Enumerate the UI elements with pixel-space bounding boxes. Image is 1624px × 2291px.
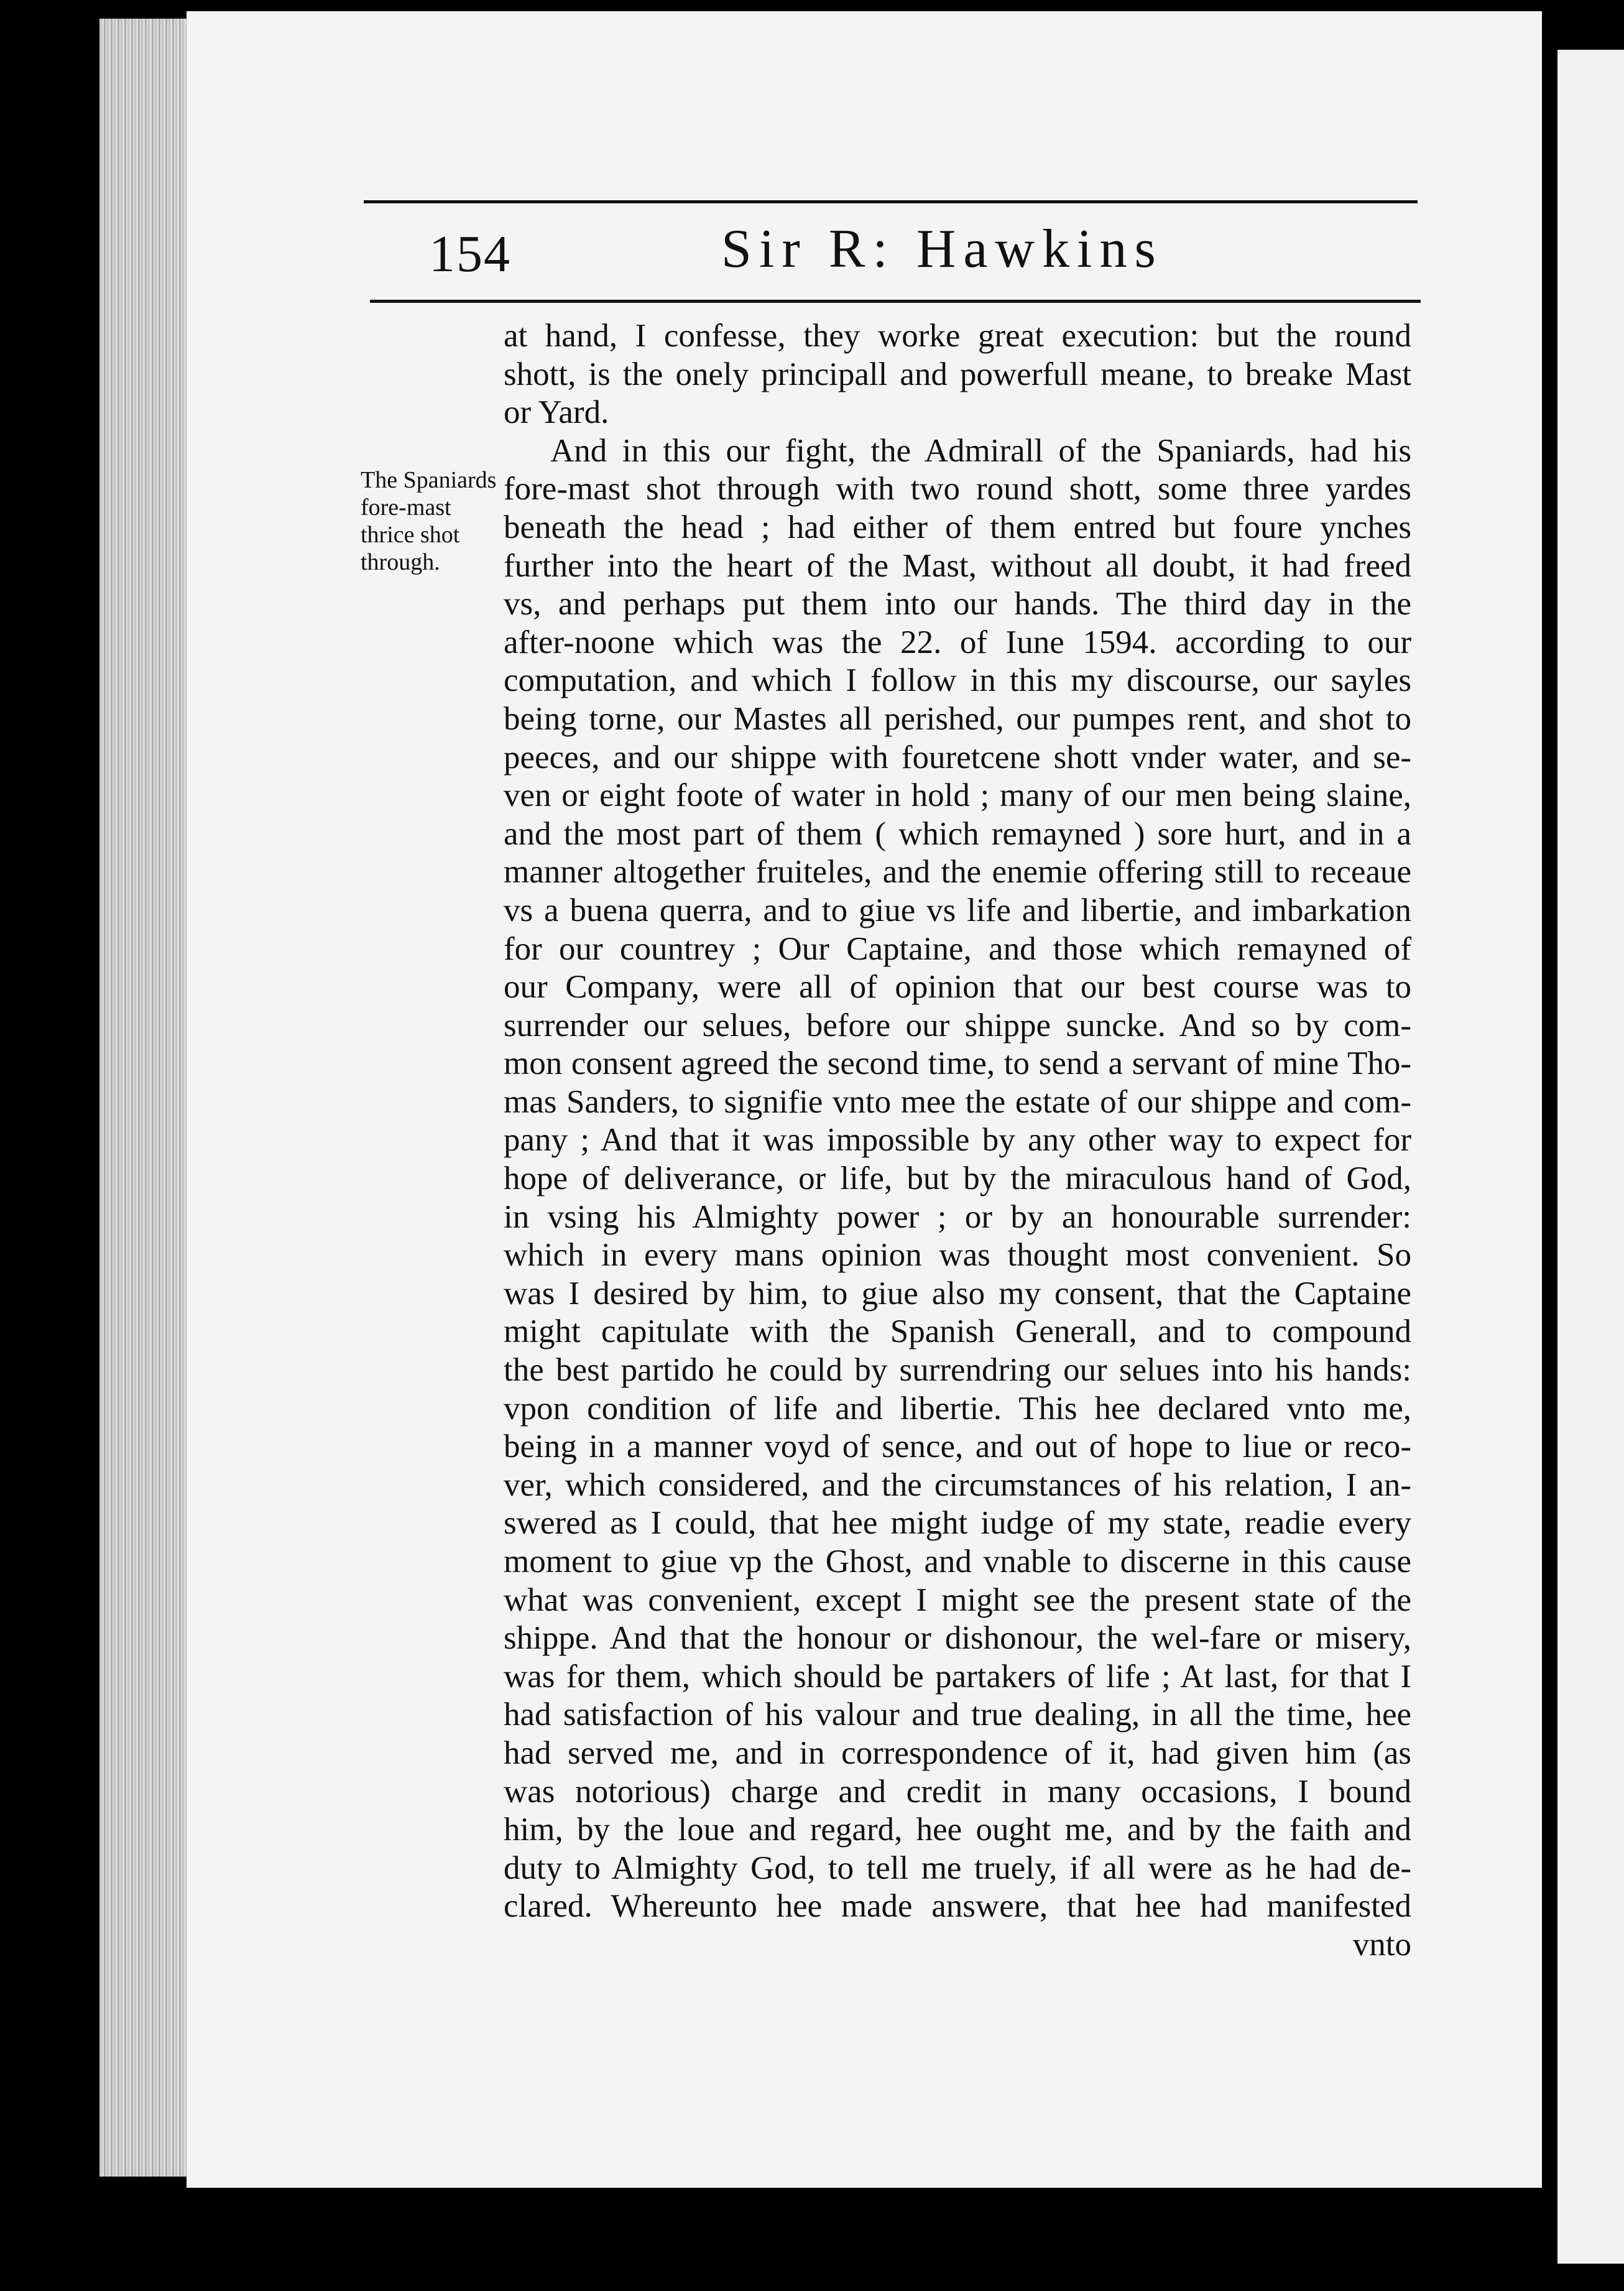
text-line: which in every mans opinion was thought most convenient. So — [504, 1237, 1411, 1274]
text-line: him, by the loue and regard, hee ought me, and by the faith and — [504, 1812, 1411, 1848]
marginal-note — [361, 466, 510, 576]
text-line: vs, and perhaps put them into our hands. The third day in the — [504, 586, 1411, 623]
text-line: and the most part of them ( which remayned ) sore hurt, and in a — [504, 815, 1411, 852]
text-line: surrender our selues, before our shippe suncke. And so by com- — [504, 1007, 1411, 1044]
text-line: vpon condition of life and libertie. This hee declared vnto me, — [504, 1390, 1411, 1427]
marginal-note-line: through. — [361, 549, 440, 575]
marginal-note-line: fore-mast — [361, 494, 451, 521]
header-top-rule — [364, 200, 1418, 203]
text-line: peeces, and our shippe with fouretcene shott vnder water, and se- — [504, 739, 1411, 775]
facing-page-edge — [1557, 50, 1624, 2264]
text-line: at hand, I confesse, they worke great execution: but the round — [504, 318, 1411, 354]
text-line: moment to giue vp the Ghost, and vnable to discerne in this cause — [504, 1544, 1411, 1580]
text-line: might capitulate with the Spanish Generall, and to compound — [504, 1313, 1411, 1350]
text-line: in vsing his Almighty power ; or by an honourable surrender: — [504, 1198, 1411, 1235]
text-line: was for them, which should be partakers of life ; At last, for that I — [504, 1658, 1411, 1695]
page-number: 154 — [429, 225, 511, 283]
text-line: hope of deliverance, or life, but by the miraculous hand of God, — [504, 1160, 1411, 1197]
text-line: for our countrey ; Our Captaine, and those which remayned of — [504, 930, 1411, 967]
text-line: manner altogether fruiteles, and the enemie offering still to receaue — [504, 854, 1411, 891]
text-line: computation, and which I follow in this my discourse, our sayles — [504, 662, 1411, 699]
text-line: had served me, and in correspondence of it, had given him (as — [504, 1734, 1411, 1771]
text-line: being in a manner voyd of sence, and out of hope to liue or reco- — [504, 1428, 1411, 1465]
text-line: beneath the head ; had either of them entred but foure ynches — [504, 509, 1411, 545]
text-line: our Company, were all of opinion that our best course was to — [504, 969, 1411, 1006]
text-line: had satisfaction of his valour and true dealing, in all the time, hee — [504, 1696, 1411, 1733]
text-line: pany ; And that it was impossible by any other way to expect for — [504, 1122, 1411, 1159]
text-line: ver, which considered, and the circumstances of his relation, I an- — [504, 1466, 1411, 1503]
text-line: duty to Almighty God, to tell me truely, if all were as he had de- — [504, 1849, 1411, 1886]
text-line: fore-mast shot through with two round shott, some three yardes — [504, 471, 1411, 507]
text-line: after-noone which was the 22. of Iune 1594. according to our — [504, 624, 1411, 660]
text-line: the best partido he could by surrendring our selues into his hands: — [504, 1352, 1411, 1389]
marginal-note-line: thrice shot — [361, 522, 460, 548]
header-bottom-rule — [370, 300, 1421, 303]
text-line: shott, is the onely principall and powerfull meane, to breake Mast — [504, 356, 1411, 392]
text-line: shippe. And that the honour or dishonour, the wel-fare or misery, — [504, 1620, 1411, 1657]
text-line: what was convenient, except I might see the present state of the — [504, 1581, 1411, 1618]
body-text — [504, 317, 1411, 1965]
text-line: clared. Whereunto hee made answere, that hee had manifested — [504, 1888, 1411, 1925]
text-line: was I desired by him, to giue also my consent, that the Captaine — [504, 1275, 1411, 1312]
text-line: vs a buena querra, and to giue vs life and libertie, and imbarkation — [504, 892, 1411, 928]
text-line: or Yard. — [504, 394, 609, 431]
text-line: And in this our fight, the Admirall of the Spaniards, had his — [550, 432, 1411, 469]
text-line: being torne, our Mastes all perished, our pumpes rent, and shot to — [504, 700, 1411, 737]
text-line: mas Sanders, to signifie vnto mee the estate of our shippe and com- — [504, 1083, 1411, 1120]
text-line: ven or eight foote of water in hold ; many of our men being slaine, — [504, 777, 1411, 814]
text-line: further into the heart of the Mast, without all doubt, it had freed — [504, 547, 1411, 584]
text-line: mon consent agreed the second time, to send a servant of mine Tho- — [504, 1045, 1411, 1082]
text-line: swered as I could, that hee might iudge of my state, readie every — [504, 1505, 1411, 1542]
catchword: vnto — [1352, 1926, 1411, 1963]
page-edge-stack — [99, 19, 193, 2177]
marginal-note-line: The Spaniards — [361, 467, 497, 493]
running-head: Sir R: Hawkins — [721, 219, 1163, 279]
text-line: was notorious) charge and credit in many occasions, I bound — [504, 1773, 1411, 1810]
